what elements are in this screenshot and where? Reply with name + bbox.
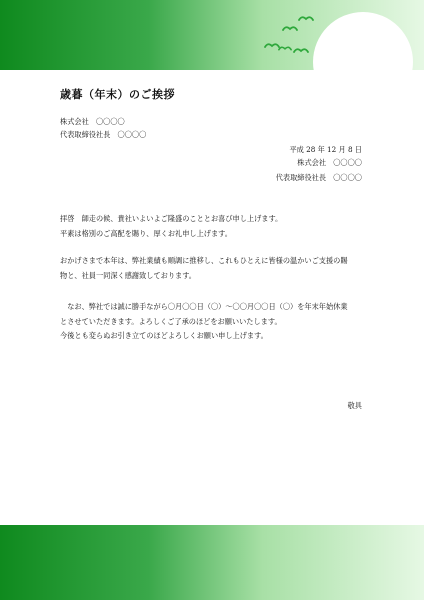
body-line: とさせていただきます。よろしくご了承のほどをお願いいたします。 [60, 317, 282, 326]
bird-icon [278, 44, 292, 51]
recipient-representative: 代表取締役社長 〇〇〇〇 [60, 130, 147, 139]
sender-representative: 代表取締役社長 〇〇〇〇 [275, 173, 362, 182]
bird-icon [282, 24, 298, 31]
recipient-company: 株式会社 〇〇〇〇 [60, 117, 125, 126]
moon-decoration [313, 12, 413, 112]
footer-band [0, 525, 424, 600]
sender-company: 株式会社 〇〇〇〇 [297, 158, 362, 167]
body-line: 物と、社員一同深く感謝致しております。 [60, 271, 196, 280]
closing-keigu: 敬具 [347, 401, 362, 410]
letter-date: 平成 28 年 12 月 8 日 [289, 145, 362, 154]
bird-icon [293, 46, 309, 53]
body-line: 拝啓 師走の候、貴社いよいよご隆盛のこととお喜び申し上げます。 [60, 214, 283, 223]
body-line: 今後とも変らぬお引き立てのほどよろしくお願い申し上げます。 [60, 331, 268, 340]
body-line: 平素は格別のご高配を賜り、厚くお礼申し上げます。 [60, 229, 232, 238]
body-line: おかげさまで本年は、弊社業績も順調に推移し、これもひとえに皆様の温かいご支援の賜 [60, 256, 348, 265]
letter-title: 歳暮（年末）のご挨拶 [60, 88, 175, 101]
bird-icon [298, 14, 314, 21]
body-line: なお、弊社では誠に勝手ながら〇月〇〇日（〇）～〇〇月〇〇日（〇）を年末年始休業 [60, 302, 348, 311]
